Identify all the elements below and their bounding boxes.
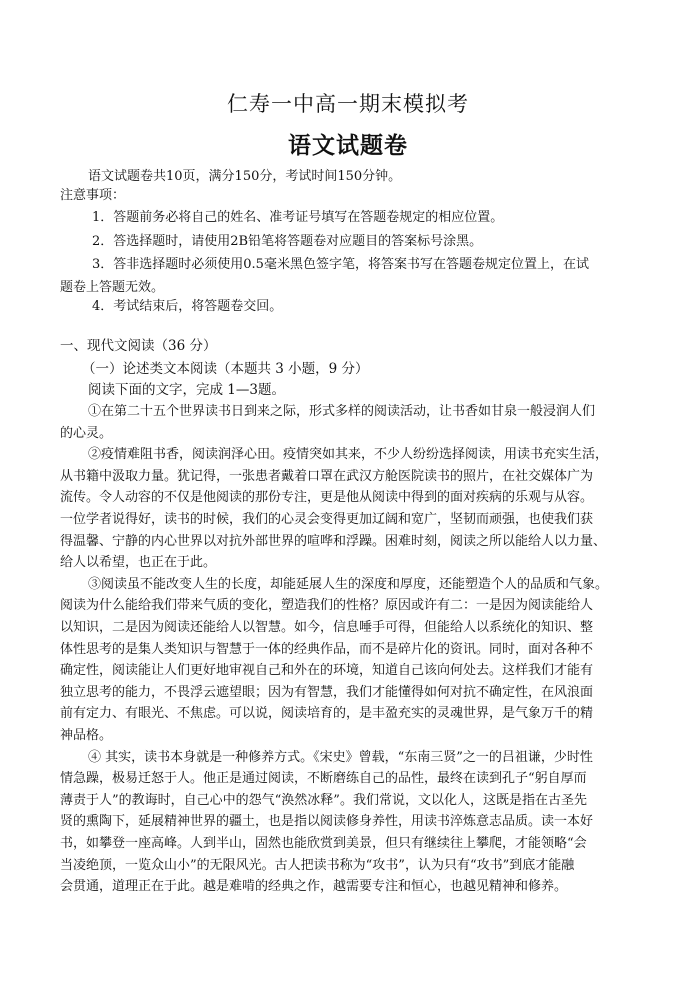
article-line: 情急躁，极易迁怒于人。他正是通过阅读，不断磨练自己的品性，最终在读到孔子“躬自厚而 [60, 771, 587, 787]
section-heading: 一、现代文阅读（36 分） [60, 338, 217, 354]
article-line: 薄责于人”的教诲时，自己心中的怨气“涣然冰释”。我们常说，文以化人，这既是指在古圣先 [60, 792, 587, 808]
subsection-heading: （一）论述类文本阅读（本题共 3 小题，9 分） [82, 361, 369, 377]
exam-info: 语文试题卷共10页，满分150分，考试时间150分钟。 [88, 169, 402, 184]
article-line: 给人以希望，也正在于此。 [60, 555, 217, 571]
article-line: 体性思考的是集人类知识与智慧于一体的经典作品，而不是碎片化的资讯。同时，面对各种不 [60, 641, 594, 657]
article-line: ②疫情难阻书香，阅读润泽心田。疫情突如其来，不少人纷纷选择阅读，用读书充实生活， [88, 447, 609, 463]
school-title: 仁寿一中高一期末模拟考 [227, 92, 469, 116]
note-item: 2．答选择题时，请使用2B铅笔将答题卷对应题目的答案标号涂黑。 [92, 234, 483, 249]
article-line: 贤的熏陶下，延展精神世界的疆土，也是指以阅读修身养性，用读书淬炼意志品质。读一本好 [60, 814, 594, 830]
article-line: 一位学者说得好，读书的时候，我们的心灵会变得更加辽阔和宽广，坚韧而顽强，也使我们获 [60, 512, 594, 527]
reading-instruction: 阅读下面的文字，完成 1—3题。 [88, 382, 285, 398]
article-line: 会贯通，道理正在于此。越是难啃的经典之作，越需要专注和恒心，也越见精神和修养。 [60, 879, 568, 895]
article-line: ④ 其实，读书本身就是一种修养方式。《宋史》曾载，“东南三贤”之一的吕祖谦，少时性 [88, 749, 593, 765]
notes-heading: 注意事项： [60, 188, 126, 203]
article-line: 得温馨、宁静的内心世界以对抗外部世界的喧哗和浮躁。困难时刻，阅读之所以能给人以力量、 [60, 533, 607, 549]
paper-title: 语文试题卷 [288, 132, 408, 159]
article-line: 流传。令人动容的不仅是他阅读的那份专注，更是他从阅读中得到的面对疾病的乐观与从容。 [60, 490, 594, 506]
article-line: 的心灵。 [60, 425, 113, 441]
article-line: 阅读为什么能给我们带来气质的变化，塑造我们的性格？原因或许有二：一是因为阅读能给人 [60, 598, 594, 614]
article-line: 从书籍中汲取力量。犹记得，一张患者戴着口罩在武汉方舱医院读书的照片，在社交媒体广为 [60, 468, 594, 484]
note-item: 1．答题前务必将自己的姓名、准考证号填写在答题卷规定的相应位置。 [92, 210, 504, 225]
article-line: 以知识，二是因为阅读还能给人以智慧。如今，信息唾手可得，但能给人以系统化的知识、整 [60, 620, 594, 635]
note-item: 3．答非选择题时必须使用0.5毫米黑色签字笔，将答案书写在答题卷规定位置上，在试 [92, 257, 589, 272]
article-line: 确定性，阅读能让人们更好地审视自己和外在的环境，知道自己该向何处去。这样我们才能有 [60, 663, 594, 679]
article-line: ①在第二十五个世界读书日到来之际，形式多样的阅读活动，让书香如甘泉一般浸润人们 [88, 404, 596, 419]
article-line: 书，如攀登一座高峰。人到半山，固然也能欣赏到美景，但只有继续往上攀爬，才能领略“会 [60, 836, 587, 851]
note-item: 4．考试结束后，将答题卷交回。 [92, 299, 283, 314]
note-item-continued: 题卷上答题无效。 [60, 280, 165, 295]
article-line: 当凌绝顶，一览众山小”的无限风光。古人把读书称为“攻书”，认为只有“攻书”到底才能融 [60, 857, 575, 873]
article-line: 神品格。 [60, 728, 113, 743]
article-line: 前有定力、有眼光、不焦虑。可以说，阅读培育的，是丰盈充实的灵魂世界，是气象万千的精 [60, 706, 594, 722]
article-line: ③阅读虽不能改变人生的长度，却能延展人生的深度和厚度，还能塑造个人的品质和气象。 [88, 576, 609, 592]
article-line: 独立思考的能力，不畏浮云遮望眼；因为有智慧，我们才能懂得如何对抗不确定性，在风浪面 [60, 684, 594, 700]
